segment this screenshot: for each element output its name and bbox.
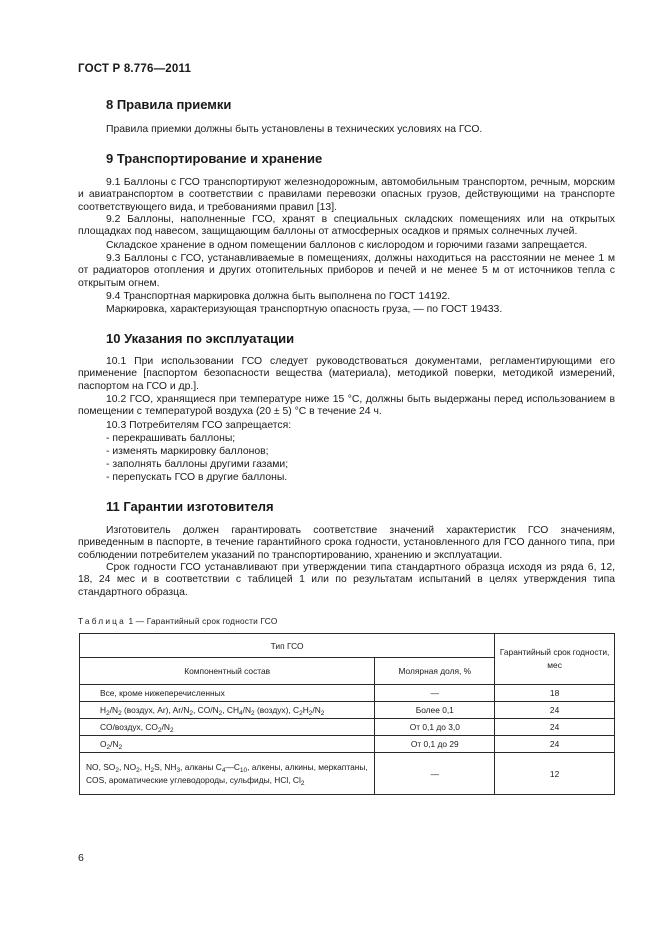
table-cell-composition: $O_2/N_2$ [80,736,375,753]
list-item: - перекрашивать баллоны; [106,433,236,444]
section-8-p1: Правила приемки должны быть установлены в технических условиях на ГСО. [106,124,483,135]
table-cell-fraction: — [375,685,495,702]
section-10-p2: 10.2 ГСО, хранящиеся при температуре ниже 15 °С, должны быть выдержаны перед использованием в помещении с температурой воздуха (20 ± 5) °С в течение 24 ч. [78,394,615,418]
table-row [80,753,615,795]
table-cell-composition: CO/воздух, $CO_2/N_2$ [80,719,375,736]
table-caption-word: Таблица [78,616,126,626]
table-head-term: Гарантийный срок годности, мес [495,634,615,685]
table-head-composition: Компонентный состав [80,658,375,685]
table-cell-term: 24 [495,702,615,719]
table-cell-term: 12 [495,753,615,795]
table-head-fraction: Молярная доля, % [375,658,495,685]
list-item: - заполнять баллоны другими газами; [106,459,289,470]
section-9-title: 9 Транспортирование и хранение [106,151,323,166]
section-10-p3: 10.3 Потребителям ГСО запрещается: [106,420,292,431]
section-8-title: 8 Правила приемки [106,97,232,112]
table-cell-fraction: От 0,1 до 3,0 [375,719,495,736]
table-head-type: Тип ГСО [80,634,495,658]
list-item: - перепускать ГСО в другие баллоны. [106,472,288,483]
table-cell-term: 24 [495,736,615,753]
section-9-p5: 9.4 Транспортная маркировка должна быть выполнена по ГОСТ 14192. [106,291,451,302]
section-9-p4: 9.3 Баллоны с ГСО, устанавливаемые в помещениях, должны находиться на расстоянии не менее 1 м от радиаторов отопления и других отопительных приборов и печей и не менее 5 м от источников тепла с открытым огнем. [78,253,615,289]
list-item: - изменять маркировку баллонов; [106,446,269,457]
section-11-p1: Изготовитель должен гарантировать соответствие значений характеристик ГСО значениям, приведенным в паспорте, в течение гарантийного срока годности, установленного для ГСО данного типа, при соблюдении потребителем указаний по транспортированию, хранению и эксплуатации. [78,525,615,561]
section-9-p3: Складское хранение в одном помещении баллонов с кислородом и горючими газами запрещается. [106,240,588,251]
table-cell-composition: Все, кроме нижеперечисленных [80,685,375,702]
table-row [80,685,615,702]
table-cell-composition: $H_2/N_2$ (воздух, Ar), $Ar/N_2$, $CO/N_2$, $CH_4/N_2$ (воздух), $C_2H_2/N_2$ [80,702,375,719]
section-9-p6: Маркировка, характеризующая транспортную опасность груза, — по ГОСТ 19433. [106,304,503,315]
section-10-title: 10 Указания по эксплуатации [106,331,295,346]
section-11-title: 11 Гарантии изготовителя [106,499,274,514]
table-cell-fraction: Более 0,1 [375,702,495,719]
table-cell-term: 24 [495,719,615,736]
table-row [80,736,615,753]
section-9-p2: 9.2 Баллоны, наполненные ГСО, хранят в специальных складских помещениях или на открытых площадках под навесом, защищающим баллоны от атмосферных осадков и прямых солнечных лучей. [78,214,615,238]
shelf-life-table [79,633,615,795]
table-cell-term: 18 [495,685,615,702]
section-9-p1: 9.1 Баллоны с ГСО транспортируют железнодорожным, автомобильным транспортом, речным, морским и авиатранспортом в соответствии с правилами перевозки опасных грузов, действующими на транспорте соответствующего вида, и требованиями правил [13]. [78,177,615,213]
document-header: ГОСТ Р 8.776—2011 [78,63,192,75]
table-caption [78,616,277,626]
table-cell-fraction: От 0,1 до 29 [375,736,495,753]
table-row [80,702,615,719]
table-cell-composition: NO, $SO_2$, $NO_2$, $H_2S$, $NH_3$, алканы $C_4—C_{10}$, алкены, алкины, меркаптаны, COS, ароматические углеводороды, сульфиды, HCl, $Cl_2$ [80,753,375,795]
section-11-p2: Срок годности ГСО устанавливают при утверждении типа стандартного образца исходя из ряда 6, 12, 18, 24 мес и в соответствии с таблицей 1 или по результатам испытаний в целях утверждения типа стандартного образца. [78,562,615,598]
table-caption-text: 1 — Гарантийный срок годности ГСО [125,616,278,626]
table-cell-fraction: — [375,753,495,795]
section-10-p1: 10.1 При использовании ГСО следует руководствоваться документами, регламентирующими его применение [паспортом безопасности вещества (материала), методикой поверки, методикой измерений, паспортом на ГСО и др.]. [78,356,615,392]
page-number: 6 [78,852,84,864]
table-row [80,719,615,736]
